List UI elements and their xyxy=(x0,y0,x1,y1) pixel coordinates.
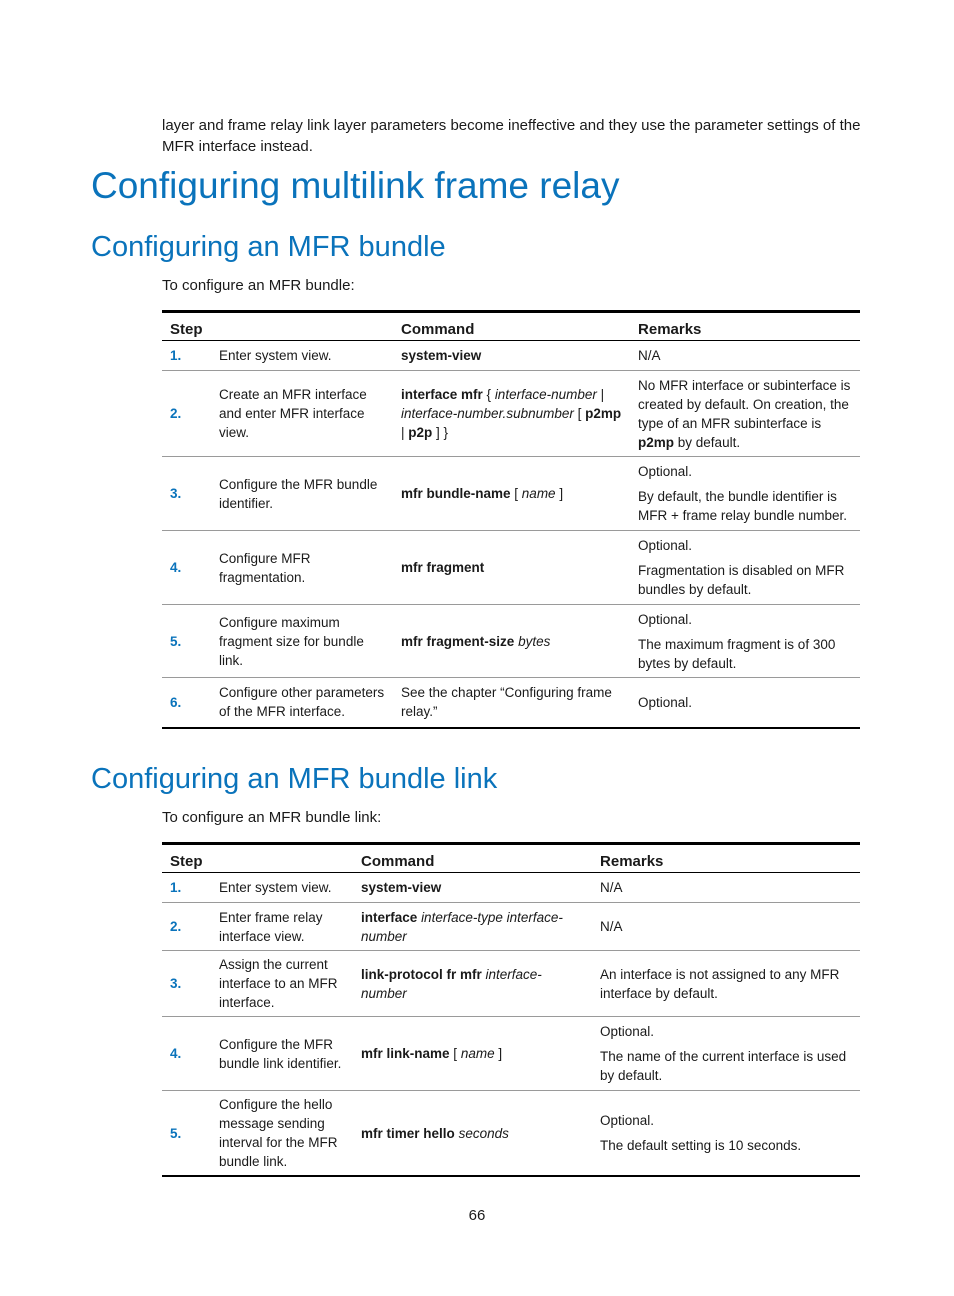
table-row xyxy=(162,371,860,457)
table-row xyxy=(162,531,860,605)
remark-line: N/A xyxy=(600,880,623,895)
remark-line: Optional. xyxy=(600,1113,655,1128)
header-step: Step xyxy=(162,844,353,873)
remark-line: N/A xyxy=(600,919,623,934)
remarks-cell xyxy=(630,605,860,678)
command-text: [ xyxy=(573,406,586,421)
command-keyword: link-protocol fr mfr xyxy=(361,966,482,982)
remark-line: N/A xyxy=(638,348,661,363)
command-cell xyxy=(393,678,630,728)
remark-line: An interface is not assigned to any MFR interface by default. xyxy=(600,966,840,1001)
command-keyword: p2mp xyxy=(638,434,675,450)
command-argument: interface-type interface-number xyxy=(361,909,563,944)
table-row xyxy=(162,678,860,728)
step-number: 1. xyxy=(162,873,203,903)
step-description: Assign the current interface to an MFR interface. xyxy=(203,951,353,1017)
command-keyword: p2p xyxy=(408,425,433,440)
command-keyword: interface xyxy=(361,909,418,925)
table-header-row xyxy=(162,312,860,341)
step-number: 6. xyxy=(162,678,203,728)
remarks-cell xyxy=(630,678,860,728)
remark-line: Optional. xyxy=(600,1024,655,1039)
step-description: Create an MFR interface and enter MFR interface view. xyxy=(203,371,393,457)
step-description: Enter system view. xyxy=(203,341,393,371)
step-description: Configure the MFR bundle link identifier. xyxy=(203,1017,353,1091)
step-description: Configure the MFR bundle identifier. xyxy=(203,457,393,531)
section-title-bundle: Configuring an MFR bundle xyxy=(91,231,446,263)
command-keyword: system-view xyxy=(401,348,482,363)
section-title-bundle-link: Configuring an MFR bundle link xyxy=(91,763,498,795)
mfr-bundle-table xyxy=(162,310,860,729)
remark-line: Optional. xyxy=(638,464,693,479)
remarks-cell xyxy=(592,1017,860,1091)
command-argument: name xyxy=(521,486,556,501)
step-description: Configure the hello message sending interval for the MFR bundle link. xyxy=(203,1091,353,1177)
command-cell xyxy=(393,605,630,678)
command-argument: name xyxy=(460,1046,495,1061)
command-text: ] xyxy=(494,1046,503,1061)
command-keyword: interface mfr xyxy=(401,387,483,402)
command-argument: seconds xyxy=(458,1125,509,1141)
remark-line: Fragmentation is disabled on MFR bundles by default. xyxy=(638,563,845,597)
remark-line: Optional. xyxy=(638,694,693,710)
remarks-cell xyxy=(592,1091,860,1177)
step-number: 3. xyxy=(162,457,203,531)
command-cell xyxy=(393,371,630,457)
command-text: [ xyxy=(510,486,522,501)
step-number: 1. xyxy=(162,341,203,371)
command-text: | xyxy=(596,387,605,402)
remark-line: Optional. xyxy=(638,611,693,627)
remark-line: The default setting is 10 seconds. xyxy=(600,1138,802,1153)
header-command: Command xyxy=(353,844,592,873)
command-cell xyxy=(353,903,592,951)
step-number: 5. xyxy=(162,605,203,678)
step-description: Configure MFR fragmentation. xyxy=(203,531,393,605)
table-row xyxy=(162,1017,860,1091)
table-row xyxy=(162,873,860,903)
command-text: ] } xyxy=(432,425,449,440)
remarks-cell xyxy=(592,951,860,1017)
table-row xyxy=(162,341,860,371)
command-keyword: mfr bundle-name xyxy=(401,486,511,501)
header-step: Step xyxy=(162,312,393,341)
command-cell xyxy=(393,457,630,531)
step-description: Configure maximum fragment size for bundle link. xyxy=(203,605,393,678)
command-keyword: p2mp xyxy=(585,406,622,421)
step-number: 5. xyxy=(162,1091,203,1177)
command-argument: interface-number xyxy=(494,387,597,402)
command-text: See the chapter “Configuring frame relay.” xyxy=(401,685,612,720)
remarks-cell xyxy=(630,531,860,605)
command-cell xyxy=(393,341,630,371)
table-row xyxy=(162,605,860,678)
remarks-cell xyxy=(630,341,860,371)
header-command: Command xyxy=(393,312,630,341)
section-lead-bundle: To configure an MFR bundle: xyxy=(162,277,355,294)
remark-line: The name of the current interface is used by default. xyxy=(600,1049,847,1083)
step-description: Configure other parameters of the MFR interface. xyxy=(203,678,393,728)
header-remarks: Remarks xyxy=(592,844,860,873)
remarks-cell xyxy=(630,457,860,531)
command-cell xyxy=(353,1017,592,1091)
command-text: [ xyxy=(449,1046,461,1061)
command-text: No MFR interface or subinterface is created by default. On creation, the type of an MFR subinterface is xyxy=(638,377,851,431)
mfr-bundle-link-table xyxy=(162,842,860,1177)
table-row xyxy=(162,457,860,531)
command-keyword: mfr timer hello xyxy=(361,1125,455,1141)
command-argument: interface-number.subnumber xyxy=(401,406,574,421)
step-number: 4. xyxy=(162,1017,203,1091)
remark-line: The maximum fragment is of 300 bytes by default. xyxy=(638,636,836,671)
intro-paragraph: layer and frame relay link layer parameters become ineffective and they use the parameter settings of the MFR interface instead. xyxy=(162,117,861,155)
command-keyword: mfr fragment-size xyxy=(401,633,515,649)
command-cell xyxy=(353,1091,592,1177)
command-cell xyxy=(393,531,630,605)
step-number: 2. xyxy=(162,903,203,951)
table-row xyxy=(162,1091,860,1177)
step-description: Enter frame relay interface view. xyxy=(203,903,353,951)
command-cell xyxy=(353,951,592,1017)
table-header-row xyxy=(162,844,860,873)
page-number: 66 xyxy=(468,1207,486,1224)
command-keyword: mfr link-name xyxy=(361,1046,450,1061)
section-lead-bundle-link: To configure an MFR bundle link: xyxy=(162,809,382,826)
command-text: | xyxy=(401,425,409,440)
command-text: by default. xyxy=(674,434,741,450)
command-argument: bytes xyxy=(518,633,551,649)
chapter-title: Configuring multilink frame relay xyxy=(91,165,620,206)
command-cell xyxy=(353,873,592,903)
step-number: 4. xyxy=(162,531,203,605)
command-argument: interface-number xyxy=(361,966,542,1001)
command-text: { xyxy=(482,387,495,402)
table-row xyxy=(162,903,860,951)
remarks-cell xyxy=(630,371,860,457)
command-keyword: system-view xyxy=(361,880,442,895)
header-remarks: Remarks xyxy=(630,312,860,341)
table-row xyxy=(162,951,860,1017)
remark-line: By default, the bundle identifier is MFR + frame relay bundle number. xyxy=(638,489,847,523)
command-text: ] xyxy=(555,486,564,501)
remarks-cell xyxy=(592,873,860,903)
command-keyword: mfr fragment xyxy=(401,560,485,575)
remarks-cell xyxy=(592,903,860,951)
step-description: Enter system view. xyxy=(203,873,353,903)
remark-line: Optional. xyxy=(638,538,693,553)
step-number: 3. xyxy=(162,951,203,1017)
step-number: 2. xyxy=(162,371,203,457)
